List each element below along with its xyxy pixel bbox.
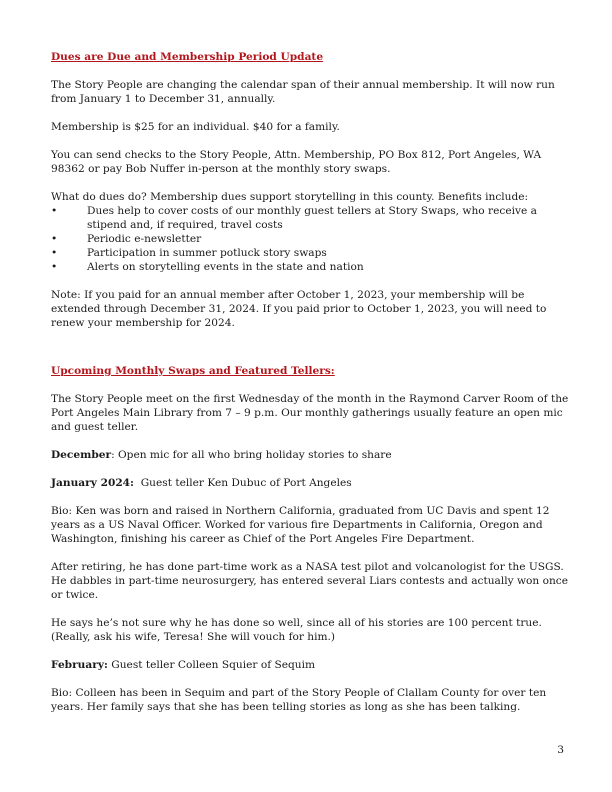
page-number: 3 [557,744,564,756]
benefits-intro: What do dues do? Membership dues support storytelling in this county. Benefits include: [51,191,529,203]
list-item: • Periodic e-newsletter [51,233,202,245]
colleen-bio: Bio: Colleen has been in Sequim and part of the Story People of Clallam County for over ten years. Her family says that she has been telling stories as long as she has been talking. [51,687,547,713]
bullet-icon: • [51,261,58,273]
february-label: February: [51,659,108,671]
december-label: December [51,449,112,461]
swaps-intro: The Story People meet on the first Wednesday of the month in the Raymond Carver Room of the Port Angeles Main Library from 7 – 9 p.m. Our monthly gatherings usually feature an open mic and guest teller. [51,393,569,433]
january-label: January 2024: [51,477,134,489]
ken-retiring: After retiring, he has done part-time work as a NASA test pilot and volcanologist for the USGS. He dabbles in part-time neurosurgery, has entered several Liars contests and actually won once or twice. [51,561,569,601]
checks-paragraph: You can send checks to the Story People, Attn. Membership, PO Box 812, Port Angeles, WA 98362 or pay Bob Nuffer in-person at the monthly story swaps. [51,149,542,175]
list-item: • Participation in summer potluck story swaps [51,247,327,259]
membership-span-paragraph: The Story People are changing the calendar span of their annual membership. It will now run from January 1 to December 31, annually. [51,79,555,105]
february-entry: February: Guest teller Colleen Squier of Sequim [51,659,316,671]
january-entry: January 2024: Guest teller Ken Dubuc of Port Angeles [51,477,352,489]
renewal-note: Note: If you paid for an annual member after October 1, 2023, your membership will be extended through December 31, 2024. If you paid prior to October 1, 2023, you will need to renew your membership for 2024. [51,289,547,329]
bullet-icon: • [51,233,58,245]
list-item: • Alerts on storytelling events in the state and nation [51,261,364,273]
page-content [51,50,569,728]
benefits-list [51,204,569,274]
membership-cost-paragraph: Membership is $25 for an individual. $40 for a family. [51,121,340,133]
section-spacer [51,344,569,364]
swaps-heading: Upcoming Monthly Swaps and Featured Tellers: [51,365,335,377]
dues-heading: Dues are Due and Membership Period Update [51,51,324,63]
bullet-icon: • [51,247,58,259]
december-entry: December: Open mic for all who bring holiday stories to share [51,449,392,461]
ken-says: He says he’s not sure why he has done so well, since all of his stories are 100 percent true. (Really, ask his wife, Teresa! She will vouch for him.) [51,617,542,643]
ken-bio: Bio: Ken was born and raised in Northern California, graduated from UC Davis and spent 12 years as a US Naval Officer. Worked for various fire Departments in California, Oregon and Washington, finishing his career as Chief of the Port Angeles Fire Department. [51,505,550,545]
list-item: • Dues help to cover costs of our monthly guest tellers at Story Swaps, who receive a stipend and, if required, travel costs [51,205,537,231]
bullet-icon: • [51,205,58,217]
